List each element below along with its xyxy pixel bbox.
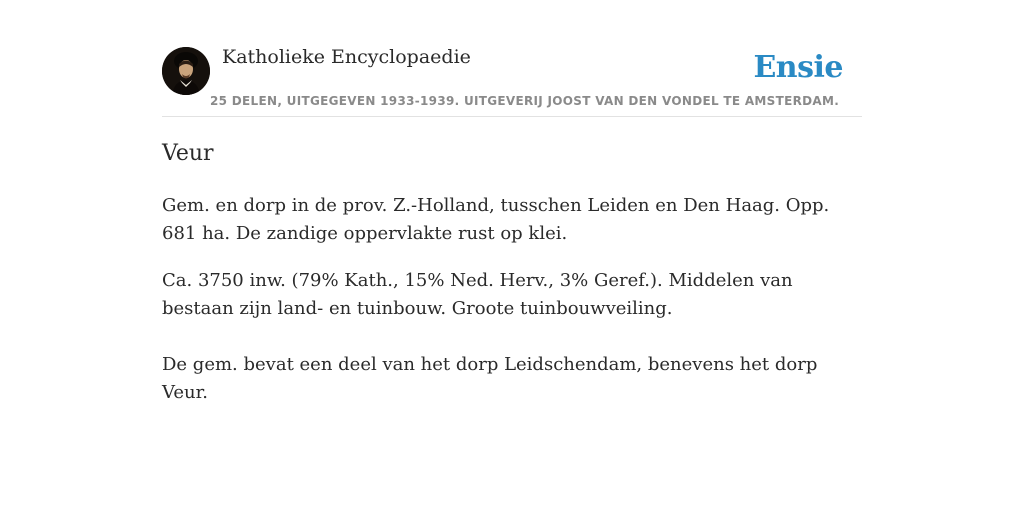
source-title[interactable]: Katholieke Encyclopaedie — [222, 46, 471, 68]
source-subtitle: 25 DELEN, UITGEGEVEN 1933-1939. UITGEVERIJ JOOST VAN DEN VONDEL TE AMSTERDAM. — [210, 94, 840, 108]
entry-paragraph: Ca. 3750 inw. (79% Kath., 15% Ned. Herv., 3% Geref.). Middelen van bestaan zijn land- en tuinbouw. Groote tuinbouwveiling. — [162, 270, 793, 319]
entry-paragraph: De gem. bevat een deel van het dorp Leidschendam, benevens het dorp Veur. — [162, 354, 818, 403]
portrait-avatar-icon — [162, 47, 210, 95]
brand-logo-link[interactable]: Ensie — [753, 50, 843, 85]
source-avatar[interactable] — [162, 47, 210, 95]
source-header — [162, 44, 862, 117]
article — [162, 138, 862, 407]
entry-title: Veur — [162, 141, 214, 166]
entry-paragraph: Gem. en dorp in de prov. Z.-Holland, tusschen Leiden en Den Haag. Opp. 681 ha. De zandige oppervlakte rust op klei. — [162, 195, 830, 244]
